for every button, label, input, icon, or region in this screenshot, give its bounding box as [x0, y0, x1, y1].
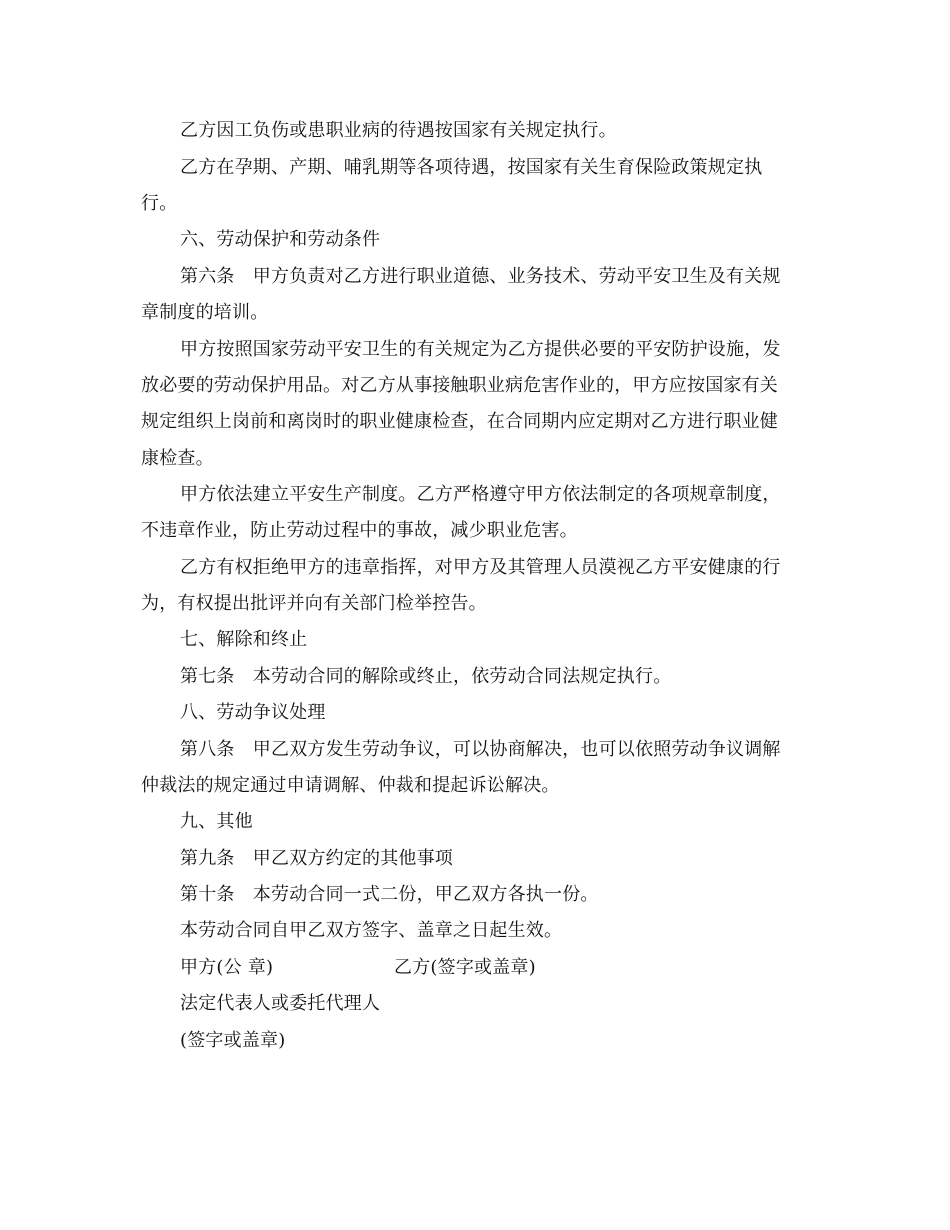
section-heading: 九、其他 [180, 811, 253, 832]
party-a-seal-label: 甲方(公 章) [180, 957, 274, 978]
paragraph-line: 不违章作业，防止劳动过程中的事故，减少职业危害。 [141, 520, 578, 541]
paragraph-line: 第七条 本劳动合同的解除或终止，依劳动合同法规定执行。 [180, 666, 672, 687]
paragraph-line: 第八条 甲乙双方发生劳动争议，可以协商解决，也可以依照劳动争议调解 [180, 739, 781, 760]
paragraph-line: 甲方按照国家劳动平安卫生的有关规定为乙方提供必要的平安防护设施，发 [180, 339, 781, 360]
paragraph-line: 乙方因工负伤或患职业病的待遇按国家有关规定执行。 [180, 120, 617, 141]
section-heading: 八、劳动争议处理 [180, 702, 326, 723]
paragraph-line: 放必要的劳动保护用品。对乙方从事接触职业病危害作业的，甲方应按国家有关 [141, 375, 778, 396]
paragraph-line: 康检查。 [141, 448, 214, 469]
paragraph-line: 行。 [141, 193, 178, 214]
sign-or-seal-note: (签字或盖章) [180, 1030, 286, 1051]
paragraph-line: 规定组织上岗前和离岗时的职业健康检查，在合同期内应定期对乙方进行职业健 [141, 411, 778, 432]
paragraph-line: 仲裁法的规定通过申请调解、仲裁和提起诉讼解决。 [141, 775, 560, 796]
paragraph-line: 乙方有权拒绝甲方的违章指挥，对甲方及其管理人员漠视乙方平安健康的行 [180, 557, 781, 578]
paragraph-line: 本劳动合同自甲乙双方签字、盖章之日起生效。 [180, 920, 563, 941]
section-heading: 七、解除和终止 [180, 629, 308, 650]
paragraph-line: 甲方依法建立平安生产制度。乙方严格遵守甲方依法制定的各项规章制度， [180, 484, 781, 505]
legal-representative-label: 法定代表人或委托代理人 [180, 993, 381, 1014]
party-b-sign-label: 乙方(签字或盖章) [394, 957, 536, 978]
paragraph-line: 第九条 甲乙双方约定的其他事项 [180, 848, 453, 869]
paragraph-line: 章制度的培训。 [141, 302, 269, 323]
paragraph-line: 为，有权提出批评并向有关部门检举控告。 [141, 593, 487, 614]
paragraph-line: 第十条 本劳动合同一式二份，甲乙双方各执一份。 [180, 884, 599, 905]
paragraph-line: 第六条 甲方负责对乙方进行职业道德、业务技术、劳动平安卫生及有关规 [180, 266, 781, 287]
section-heading: 六、劳动保护和劳动条件 [180, 229, 381, 250]
paragraph-line: 乙方在孕期、产期、哺乳期等各项待遇，按国家有关生育保险政策规定执 [180, 157, 763, 178]
